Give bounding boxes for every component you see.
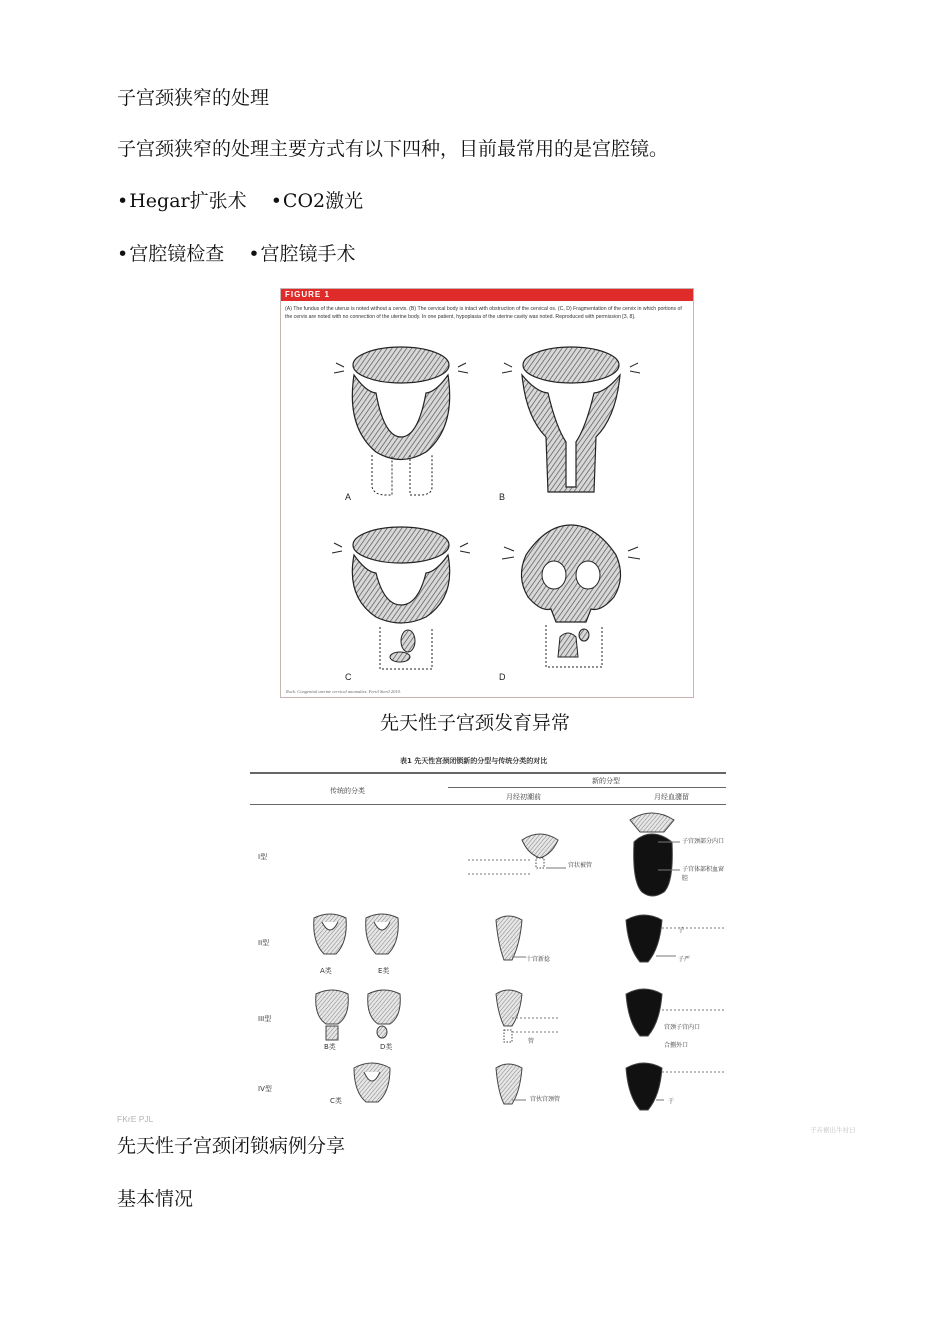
- row-label-4: IV型: [258, 1085, 272, 1093]
- panel-label-d: D: [499, 672, 506, 682]
- bullet-item: •宫腔镜检查: [117, 243, 225, 265]
- annotation: 子严: [678, 956, 691, 963]
- sub-label: C类: [330, 1097, 342, 1105]
- figure-header-bar: [281, 289, 693, 301]
- diagram-row3-ret: [626, 989, 662, 1036]
- bullet-row-1: [117, 189, 363, 213]
- diagram-row2-e: [366, 914, 399, 954]
- panel-label-c: C: [345, 672, 352, 682]
- annotation: 子宫颈部分内口: [682, 838, 725, 845]
- intro-paragraph: 子宫颈狭窄的处理主要方式有以下四种，目前最常用的是宫腔镜。: [117, 138, 669, 160]
- table-header-traditional: 传统的分类: [330, 787, 365, 795]
- figure-classification-table: [250, 752, 726, 1117]
- row-label-2: II型: [258, 939, 270, 947]
- annotation: 管: [528, 1038, 535, 1045]
- diagram-row3-pre: [496, 990, 522, 1042]
- sub-label: A类: [320, 967, 332, 975]
- annotation: 宫状被管: [568, 862, 593, 869]
- sub-label: D类: [380, 1043, 393, 1051]
- figure-panels: [281, 337, 693, 682]
- panel-d: [502, 525, 640, 667]
- table-subheader-1: 月经初潮前: [506, 793, 541, 801]
- bullet-item: •宫腔镜手术: [248, 243, 356, 265]
- figure-source: Rock. Congenital uterine cervical anomalies. Fertil Steril 2010.: [286, 689, 401, 694]
- annotation: 子: [678, 927, 685, 934]
- bullet-row-2: [117, 242, 356, 266]
- panel-a: [334, 347, 468, 495]
- diagram-row4-c: [354, 1063, 390, 1102]
- case-subsection-title: 基本情况: [117, 1188, 194, 1210]
- panel-c: [332, 527, 470, 669]
- figure-description: (A) The fundus of the uterus is noted without a cervix. (B) The cervical body is intact with obstruction of the cervical os. (C, D) Fragmentation of the cervix in which portions of the cervix are noted with no connection of the uterine body. In one patient, hypoplasia of the uterine cavity was noted. Reproduced with permission [3, 8].: [285, 306, 682, 320]
- annotation: 宫颈子宫内口: [664, 1024, 701, 1031]
- diagram-row2-ret: [626, 915, 662, 962]
- bullet-item: •CO2激光: [270, 190, 364, 212]
- panel-label-b: B: [499, 492, 506, 502]
- sub-label: B类: [324, 1043, 336, 1051]
- bullet-item: •Hegar扩张术: [117, 190, 247, 212]
- table-subheader-2: 月经血潴留: [654, 793, 689, 801]
- diagram-row4-ret: [626, 1063, 662, 1110]
- table-header-new: 新的分型: [592, 777, 620, 785]
- panel-label-a: A: [345, 492, 352, 502]
- annotation: 合捌外口: [664, 1042, 689, 1049]
- diagram-row2-pre: [496, 916, 522, 960]
- figure-uterine-anomalies: [280, 288, 694, 698]
- row-label-3: III型: [258, 1015, 272, 1023]
- table-title: 表1 先天性宫颈闭锁新的分型与传统分类的对比: [400, 757, 548, 765]
- diagram-row1-ret: [630, 813, 674, 896]
- sub-label: E类: [378, 967, 390, 975]
- diagram-row4-pre: [496, 1064, 522, 1104]
- footer-left-text: FKrE PJL: [117, 1114, 154, 1124]
- diagram-row2-a: [314, 914, 347, 954]
- diagram-row1-pre: [522, 834, 558, 868]
- annotation: 十宫新捻: [526, 956, 551, 963]
- row-label-1: I型: [258, 853, 268, 861]
- figure-caption: 先天性子宫颈发育异常: [379, 712, 570, 734]
- annotation: 于: [668, 1098, 675, 1105]
- diagram-row3-b: [316, 990, 349, 1040]
- annotation: 宫伙宫颈管: [530, 1096, 561, 1103]
- section-heading: 子宫颈狭窄的处理: [117, 87, 270, 109]
- footer-right-text: 子卉裾出牛衬曰: [810, 1126, 856, 1134]
- table-diagrams: [250, 752, 726, 1117]
- annotation: 子宫体部积血窗腔: [682, 866, 725, 882]
- case-section-title: 先天性子宫颈闭锁病例分享: [117, 1135, 346, 1157]
- figure-label: FIGURE 1: [285, 290, 330, 299]
- panel-b: [502, 347, 640, 492]
- diagram-row3-d: [368, 990, 401, 1038]
